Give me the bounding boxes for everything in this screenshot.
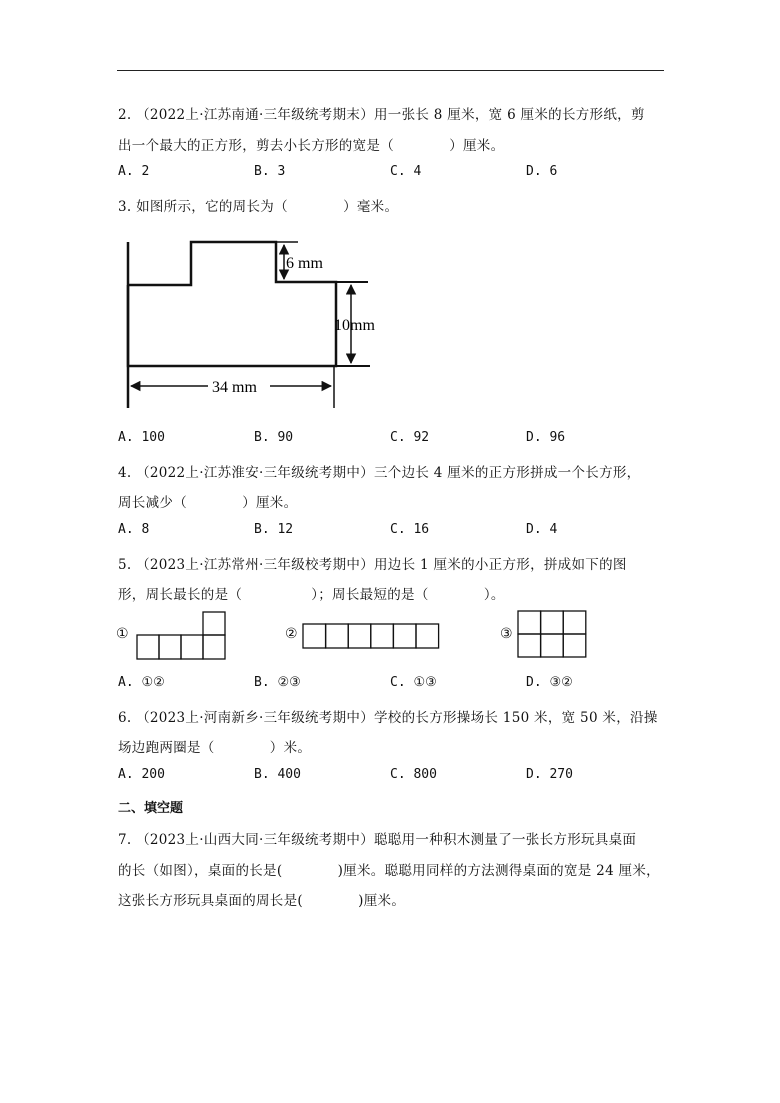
q6-option-d: D. 270 — [526, 767, 573, 782]
q4-option-d: D. 4 — [526, 522, 558, 537]
q2-text-line1: 2. （2022上·江苏南通·三年级统考期末）用一张长 8 厘米，宽 6 厘米的长方形纸，剪 — [118, 107, 645, 123]
q5-option-a: A. ①② — [118, 675, 165, 690]
q2-option-a: A. 2 — [118, 164, 150, 179]
q7-text-line3: 这张长方形玩具桌面的周长是( )厘米。 — [118, 893, 406, 909]
q5-shape3-label: ③ — [500, 626, 513, 642]
q5-text-line1: 5. （2023上·江苏常州·三年级校考期中）用边长 1 厘米的小正方形，拼成如下的图 — [118, 557, 627, 573]
q2-option-b: B. 3 — [254, 164, 286, 179]
q3-text-line1: 3. 如图所示，它的周长为（ ）毫米。 — [118, 199, 399, 215]
q4-text-line1: 4. （2022上·江苏淮安·三年级统考期中）三个边长 4 厘米的正方形拼成一个长方形， — [118, 465, 641, 481]
q6-option-b: B. 400 — [254, 767, 301, 782]
q2-option-c: C. 4 — [390, 164, 422, 179]
q5-option-c: C. ①③ — [390, 675, 437, 690]
q4-option-c: C. 16 — [390, 522, 430, 537]
q6-text-line2: 场边跑两圈是（ ）米。 — [118, 740, 312, 756]
q7-text-line1: 7. （2023上·山西大同·三年级统考期中）聪聪用一种积木测量了一张长方形玩具桌面 — [118, 832, 637, 848]
q5-option-d: D. ③② — [526, 675, 573, 690]
q3-option-d: D. 96 — [526, 430, 566, 445]
q5-option-b: B. ②③ — [254, 675, 301, 690]
q5-text-line2: 形，周长最长的是（ ）；周长最短的是（ ）。 — [118, 587, 505, 603]
q4-text-line2: 周长减少（ ）厘米。 — [118, 495, 298, 511]
q6-option-c: C. 800 — [390, 767, 437, 782]
q2-option-d: D. 6 — [526, 164, 558, 179]
q3-option-c: C. 92 — [390, 430, 430, 445]
q6-option-a: A. 200 — [118, 767, 165, 782]
q7-text-line2: 的长（如图），桌面的长是( )厘米。聪聪用同样的方法测得桌面的宽是 24 厘米， — [118, 863, 660, 879]
q5-shape3 — [517, 610, 587, 658]
section-title-fill-in: 二、填空题 — [118, 801, 184, 816]
q3-label-top: 6 mm — [286, 255, 323, 272]
q5-shape1-label: ① — [116, 626, 129, 642]
q5-shape2 — [302, 623, 440, 649]
q3-label-right: 10mm — [334, 317, 375, 334]
header-rule — [117, 70, 664, 71]
q4-option-b: B. 12 — [254, 522, 294, 537]
q3-perimeter-figure — [118, 232, 388, 412]
q4-option-a: A. 8 — [118, 522, 150, 537]
q6-text-line1: 6. （2023上·河南新乡·三年级统考期中）学校的长方形操场长 150 米，宽 50 米，沿操 — [118, 710, 658, 726]
q3-option-a: A. 100 — [118, 430, 165, 445]
q3-label-bottom: 34 mm — [212, 379, 257, 396]
q5-shape1 — [136, 611, 228, 661]
q5-shape2-label: ② — [285, 626, 298, 642]
q3-option-b: B. 90 — [254, 430, 294, 445]
q2-text-line2: 出一个最大的正方形，剪去小长方形的宽是（ ）厘米。 — [118, 138, 505, 154]
